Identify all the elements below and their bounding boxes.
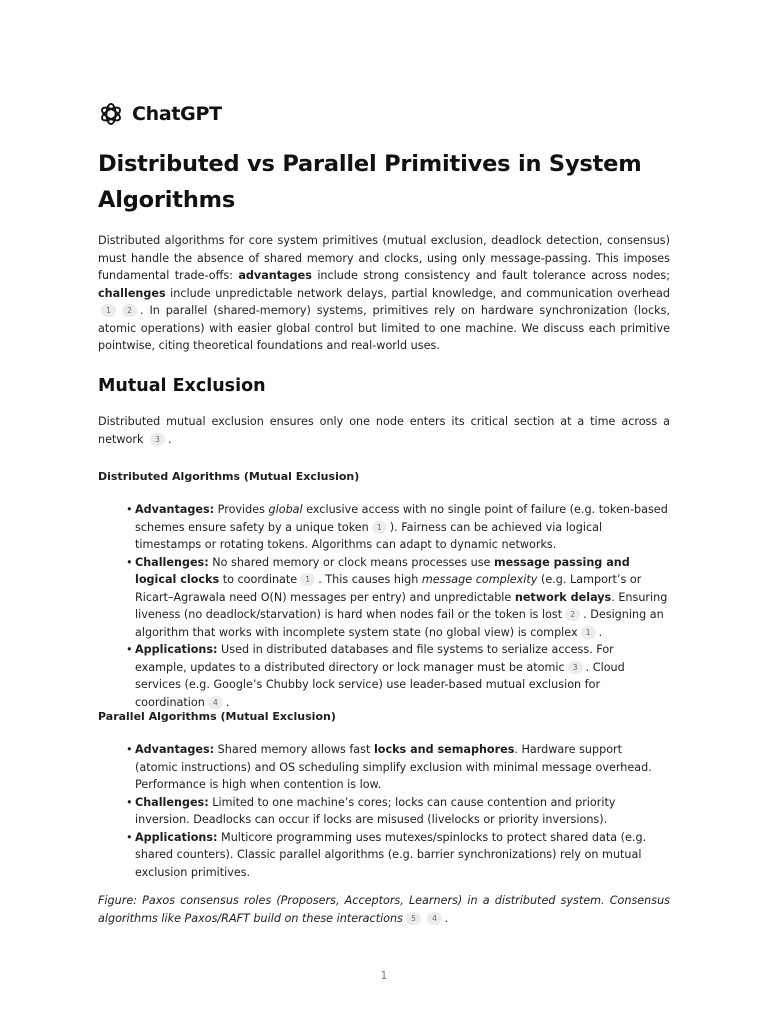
citation-badge[interactable]: 2: [565, 608, 580, 621]
section-intro: [98, 413, 670, 448]
item-text: Shared memory allows fast: [214, 743, 374, 756]
section-intro-end: .: [168, 432, 172, 446]
figure-caption: [98, 892, 670, 927]
section-intro-text: Distributed mutual exclusion ensures only one node enters its critical section at a time across a network: [98, 415, 670, 446]
page-number: 1: [380, 970, 388, 982]
item-emphasis: global: [268, 503, 303, 516]
intro-challenges: challenges: [98, 286, 166, 300]
item-text: . This causes high: [318, 573, 422, 586]
brand-name: ChatGPT: [132, 103, 222, 125]
item-text: . Ensuring liveness (no deadlock/starvation) is hard when nodes fail or the token is lost: [135, 590, 668, 621]
page-title: Distributed vs Parallel Primitives in System Algorithms: [98, 151, 642, 213]
citation-badge[interactable]: 4: [208, 696, 223, 709]
citation-badge[interactable]: 3: [150, 433, 165, 446]
item-text: .: [225, 695, 230, 709]
citation-badge[interactable]: 3: [568, 661, 583, 674]
distributed-list: [126, 501, 668, 711]
item-strong: message passing and logical clocks: [135, 555, 630, 586]
citation-badge[interactable]: 1: [372, 521, 387, 534]
intro-text-4: . In parallel (shared-memory) systems, primitives rely on hardware synchronization (locks, atomic operations) with easier global control but limited to one machine. We discuss each primitive pointwise, citing theoretical foundations and real-world uses.: [98, 304, 670, 352]
distributed-heading: Distributed Algorithms (Mutual Exclusion): [98, 470, 360, 483]
item-emphasis: message complexity: [421, 573, 538, 586]
item-text: No shared memory or clock means processes use: [208, 555, 495, 569]
list-item: [126, 829, 668, 882]
section-heading: Mutual Exclusion: [98, 376, 266, 396]
list-item: [126, 641, 668, 711]
parallel-list: [126, 741, 668, 881]
item-text: Multicore programming uses mutexes/spinlocks to protect shared data (e.g. shared counters). Classic parallel algorithms (e.g. barrier synchronizations) rely on mutual exclusion primitives.: [135, 830, 647, 879]
item-label: Applications:: [135, 643, 218, 656]
citation-badge[interactable]: 5: [406, 912, 421, 925]
item-text: Used in distributed databases and file systems to serialize access. For example, updates to a distributed directory or lock manager must be atomic: [135, 643, 614, 674]
item-label: Advantages:: [135, 503, 215, 516]
item-text: ). Fairness can be achieved via logical timestamps or rotating tokens. Algorithms can adapt to dynamic networks.: [135, 520, 603, 551]
intro-paragraph: [98, 232, 670, 355]
item-text: .: [598, 625, 603, 639]
citation-badge[interactable]: 4: [427, 912, 442, 925]
citation-badge[interactable]: 1: [101, 304, 116, 317]
intro-text-2: include strong consistency and fault tolerance across nodes;: [311, 269, 670, 282]
openai-logo-icon: [98, 101, 124, 127]
intro-text-3: include unpredictable network delays, partial knowledge, and communication overhead: [165, 286, 670, 300]
citation-badge[interactable]: 2: [122, 304, 137, 317]
item-label: Advantages:: [135, 743, 215, 756]
intro-text-1: Distributed algorithms for core system primitives (mutual exclusion, deadlock detection, consensus) must handle the absence of shared memory and clocks, using only message-passing. This imposes fundamental trade-offs:: [98, 234, 670, 282]
item-label: Challenges:: [135, 555, 209, 569]
item-strong: locks and semaphores: [373, 743, 515, 756]
parallel-heading: Parallel Algorithms (Mutual Exclusion): [98, 710, 336, 723]
list-item: [126, 554, 668, 642]
item-strong: network delays: [514, 590, 612, 604]
caption-end: .: [444, 911, 449, 925]
caption-text: Figure: Paxos consensus roles (Proposers, Acceptors, Learners) in a distributed system. Consensus algorithms like Paxos/RAFT build on these interactions: [98, 894, 670, 925]
list-item: [126, 794, 668, 829]
item-label: Challenges:: [135, 795, 209, 809]
item-text: (e.g. Lamport’s or Ricart–Agrawala need O(N) messages per entry) and unpredictable: [135, 573, 642, 604]
citation-badge[interactable]: 1: [581, 626, 596, 639]
item-label: Applications:: [135, 830, 218, 844]
citation-badge[interactable]: 1: [300, 573, 315, 586]
item-text: Limited to one machine’s cores; locks can cause contention and priority inversion. Deadlocks can occur if locks are misused (livelocks or priority inversions).: [135, 795, 616, 826]
item-text: . Designing an algorithm that works with incomplete system state (no global view) is complex: [135, 608, 664, 639]
item-text: to coordinate: [219, 573, 298, 586]
item-text: Provides: [214, 503, 269, 516]
intro-advantages: advantages: [238, 269, 312, 282]
brand-logo: [98, 100, 222, 128]
item-text: exclusive access with no single point of failure (e.g. token-based schemes ensure safety by a unique token: [135, 503, 668, 534]
list-item: [126, 741, 668, 794]
item-text: . Cloud services (e.g. Google’s Chubby lock service) use leader-based mutual exclusion for coordination: [135, 660, 625, 709]
item-text: . Hardware support (atomic instructions) and OS scheduling simplify exclusion with minimal message overhead. Performance is high when contention is low.: [135, 743, 652, 791]
list-item: [126, 501, 668, 554]
